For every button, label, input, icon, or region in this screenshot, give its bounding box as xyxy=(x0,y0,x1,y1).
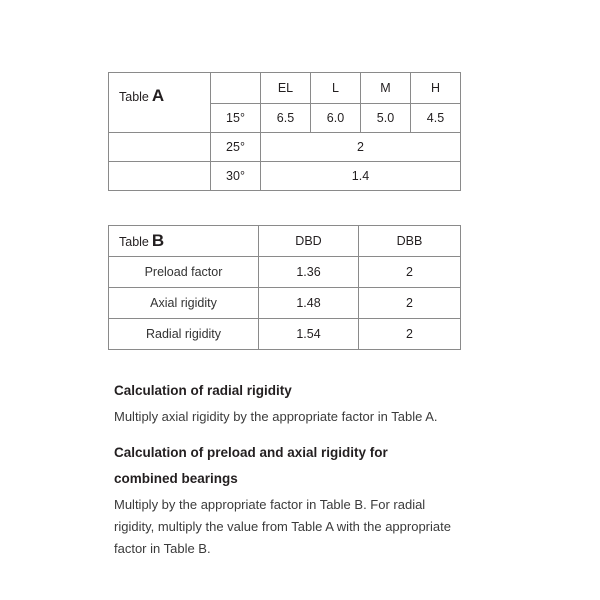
table-a-row-label: 15° xyxy=(211,104,261,133)
table-row xyxy=(109,133,461,162)
table-b-row-label: Preload factor xyxy=(109,257,259,288)
table-a-col-header: L xyxy=(311,73,361,104)
table-a-empty-cell xyxy=(109,133,211,162)
table-b-row-label: Axial rigidity xyxy=(109,288,259,319)
table-b xyxy=(108,225,461,350)
table-b-cell: 2 xyxy=(359,288,461,319)
table-row xyxy=(109,226,461,257)
table-gap xyxy=(0,191,600,225)
paragraph-radial-rigidity: Multiply axial rigidity by the appropriate factor in Table A. xyxy=(114,409,438,424)
table-row xyxy=(109,319,461,350)
table-b-cell: 1.36 xyxy=(259,257,359,288)
table-a-title xyxy=(109,73,211,133)
table-a-corner-cell xyxy=(211,73,261,104)
table-a-row-label: 30° xyxy=(211,162,261,191)
heading-combined-bearings-line2: combined bearings xyxy=(114,471,238,486)
table-b-title-letter: B xyxy=(151,231,165,250)
table-b-cell: 2 xyxy=(359,319,461,350)
table-b-title-word: Table xyxy=(119,235,149,249)
body-text xyxy=(114,380,454,560)
table-b-col-header: DBB xyxy=(359,226,461,257)
table-row xyxy=(109,73,461,104)
table-b-row-label: Radial rigidity xyxy=(109,319,259,350)
table-a xyxy=(108,72,461,191)
heading-radial-rigidity: Calculation of radial rigidity xyxy=(114,383,292,398)
table-a-cell: 6.0 xyxy=(311,104,361,133)
table-a-cell: 5.0 xyxy=(361,104,411,133)
table-a-col-header: H xyxy=(411,73,461,104)
table-row xyxy=(109,162,461,191)
table-a-cell: 6.5 xyxy=(261,104,311,133)
table-a-cell: 4.5 xyxy=(411,104,461,133)
table-b-cell: 1.54 xyxy=(259,319,359,350)
table-row xyxy=(109,257,461,288)
table-b-col-header: DBD xyxy=(259,226,359,257)
table-a-col-header: M xyxy=(361,73,411,104)
table-a-cell: 2 xyxy=(261,133,461,162)
table-a-empty-cell xyxy=(109,162,211,191)
table-row xyxy=(109,288,461,319)
table-a-title-word: Table xyxy=(119,90,149,104)
table-a-cell: 1.4 xyxy=(261,162,461,191)
heading-combined-bearings-line1: Calculation of preload and axial rigidity for xyxy=(114,445,388,460)
paragraph-combined-bearings: Multiply by the appropriate factor in Table B. For radial rigidity, multiply the value from Table A with the appropriate factor in Table B. xyxy=(114,497,451,556)
table-a-col-header: EL xyxy=(261,73,311,104)
table-b-cell: 1.48 xyxy=(259,288,359,319)
table-b-title xyxy=(109,226,259,257)
table-a-row-label: 25° xyxy=(211,133,261,162)
table-b-cell: 2 xyxy=(359,257,461,288)
table-a-title-letter: A xyxy=(151,86,165,105)
